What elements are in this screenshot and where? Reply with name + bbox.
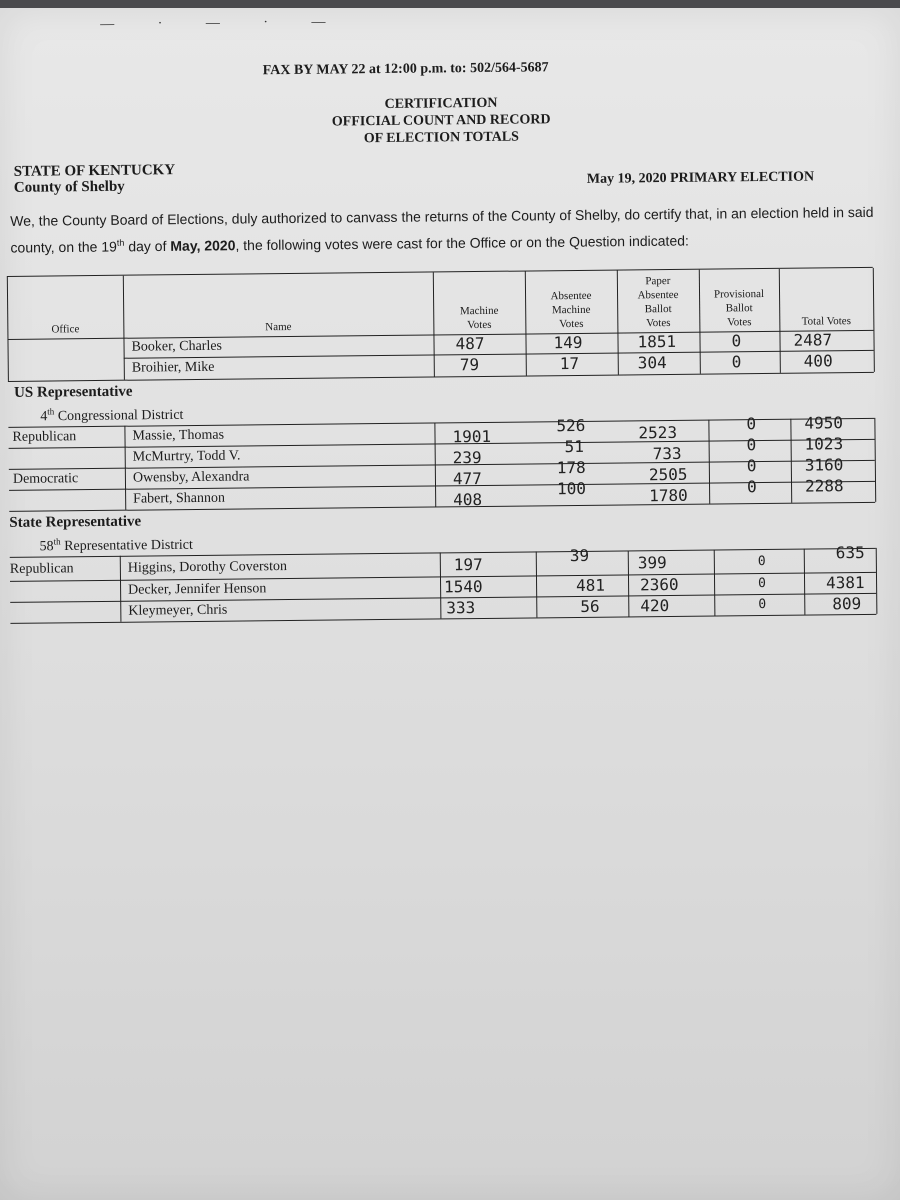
provisional-votes: 0 [746,414,757,434]
certification-statement [10,201,890,260]
total-votes: 4381 [825,572,865,593]
total-votes: 2487 [793,330,833,350]
party-label: Democratic [12,471,79,487]
document-page [0,8,900,1200]
col-absentee-machine-header [525,289,617,332]
paper-absentee-votes: 1851 [637,331,677,352]
candidate-name: Owensby, Alexandra [132,469,250,486]
district-label [40,405,183,425]
fax-instruction: FAX BY MAY 22 at 12:00 p.m. to: 502/564-5687 [262,60,549,79]
col-name-header: Name [265,320,292,334]
provisional-votes: 0 [757,554,766,570]
paper-absentee-votes: 2360 [639,574,679,595]
cert-day-suffix: th [116,237,125,248]
cert-day: 19 [101,238,117,255]
col-paper-absentee-header [617,274,700,331]
district-number: 58 [39,539,54,555]
machine-votes: 477 [452,468,482,489]
paper-absentee-votes: 2523 [638,422,678,443]
district-text: Congressional District [54,407,184,425]
header-text: Machine [459,304,499,318]
party-label: Republican [12,429,77,445]
header-text: Votes [646,316,671,330]
total-votes: 3160 [804,455,844,475]
machine-votes: 408 [453,489,483,510]
district-suffix: th [53,536,61,547]
absentee-machine-votes: 481 [575,575,606,595]
candidate-name: Massie, Thomas [132,427,225,444]
header-text: Ballot [644,302,672,316]
header-text: Votes [467,318,492,332]
paper-absentee-votes: 304 [637,353,667,373]
county-name: County of Shelby [13,178,125,196]
absentee-machine-votes: 178 [556,457,586,478]
election-name: May 19, 2020 PRIMARY ELECTION [586,169,815,187]
col-total-header: Total Votes [801,315,852,328]
absentee-machine-votes: 51 [564,436,584,457]
paper-absentee-votes: 733 [652,443,682,464]
header-text: Votes [727,316,752,329]
provisional-votes: 0 [746,477,757,497]
title-line-1: CERTIFICATION [384,95,498,112]
provisional-votes: 0 [731,331,742,351]
header-text: Absentee [550,289,592,303]
paper-absentee-votes: 2505 [648,464,688,485]
machine-votes: 487 [455,333,485,354]
title-line-2: OFFICIAL COUNT AND RECORD [331,112,551,130]
paper-absentee-votes: 420 [640,596,670,616]
candidate-name: Decker, Jennifer Henson [128,581,267,598]
party-label: Republican [9,561,74,577]
absentee-machine-votes: 526 [556,415,586,436]
total-votes: 400 [803,351,833,371]
machine-votes: 197 [453,554,483,575]
provisional-votes: 0 [731,352,742,372]
state-name: STATE OF KENTUCKY [13,162,176,180]
candidate-name: Fabert, Shannon [133,490,225,507]
document-title [251,93,632,148]
col-office-header: Office [51,323,80,336]
absentee-machine-votes: 100 [556,478,587,499]
machine-votes: 1901 [452,426,492,447]
machine-votes: 79 [459,355,480,375]
col-machine-header [433,304,525,333]
paper-absentee-votes: 1780 [649,485,688,506]
machine-votes: 239 [452,447,482,468]
scan-marks: — · — · — [100,14,346,32]
absentee-machine-votes: 149 [553,332,583,353]
total-votes: 4950 [804,413,844,433]
total-votes: 1023 [804,434,844,454]
district-number: 4 [40,409,48,425]
header-text: Votes [559,317,584,331]
machine-votes: 1540 [443,576,483,597]
header-text: Absentee [637,288,679,302]
cert-text-1: We, the County Board of Elections, duly authorized to canvass the returns of the County of Shelby, do certify that, in an election held in said county, on the [10,203,874,256]
district-suffix: th [47,406,55,417]
col-provisional-header [699,287,779,330]
paper-absentee-votes: 399 [637,553,667,573]
absentee-machine-votes: 39 [569,545,590,566]
total-votes: 2288 [804,476,844,496]
cert-month-year: May, 2020 [170,237,236,254]
total-votes: 635 [835,542,865,563]
provisional-votes: 0 [746,435,757,455]
state-county-block [14,162,176,196]
certification-form [0,8,900,648]
header-text: Provisional [713,288,765,301]
section-state-representative: State Representative [9,513,142,531]
cert-text-2: day of [124,237,171,255]
machine-votes: 333 [446,598,476,618]
candidate-name: McMurtry, Todd V. [132,448,241,465]
provisional-votes: 0 [757,576,766,592]
candidate-name: Higgins, Dorothy Coverston [127,559,288,576]
district-text: Representative District [60,537,193,555]
header-text: Ballot [725,302,753,315]
candidate-name: Kleymeyer, Chris [128,602,228,619]
header-text: Machine [551,303,591,317]
results-table [7,267,877,629]
header-text: Paper [645,274,671,288]
provisional-votes: 0 [746,456,757,476]
candidate-name: Broihier, Mike [131,359,215,376]
title-line-3: OF ELECTION TOTALS [363,129,520,147]
absentee-machine-votes: 56 [580,596,600,616]
district-label [40,535,193,555]
candidate-name: Booker, Charles [131,338,223,355]
cert-text-3: , the following votes were cast for the Office or on the Question indicated: [235,232,689,254]
table-header [7,268,874,340]
provisional-votes: 0 [758,597,767,613]
absentee-machine-votes: 17 [559,353,580,374]
section-us-representative: US Representative [13,383,133,401]
total-votes: 809 [832,594,862,614]
